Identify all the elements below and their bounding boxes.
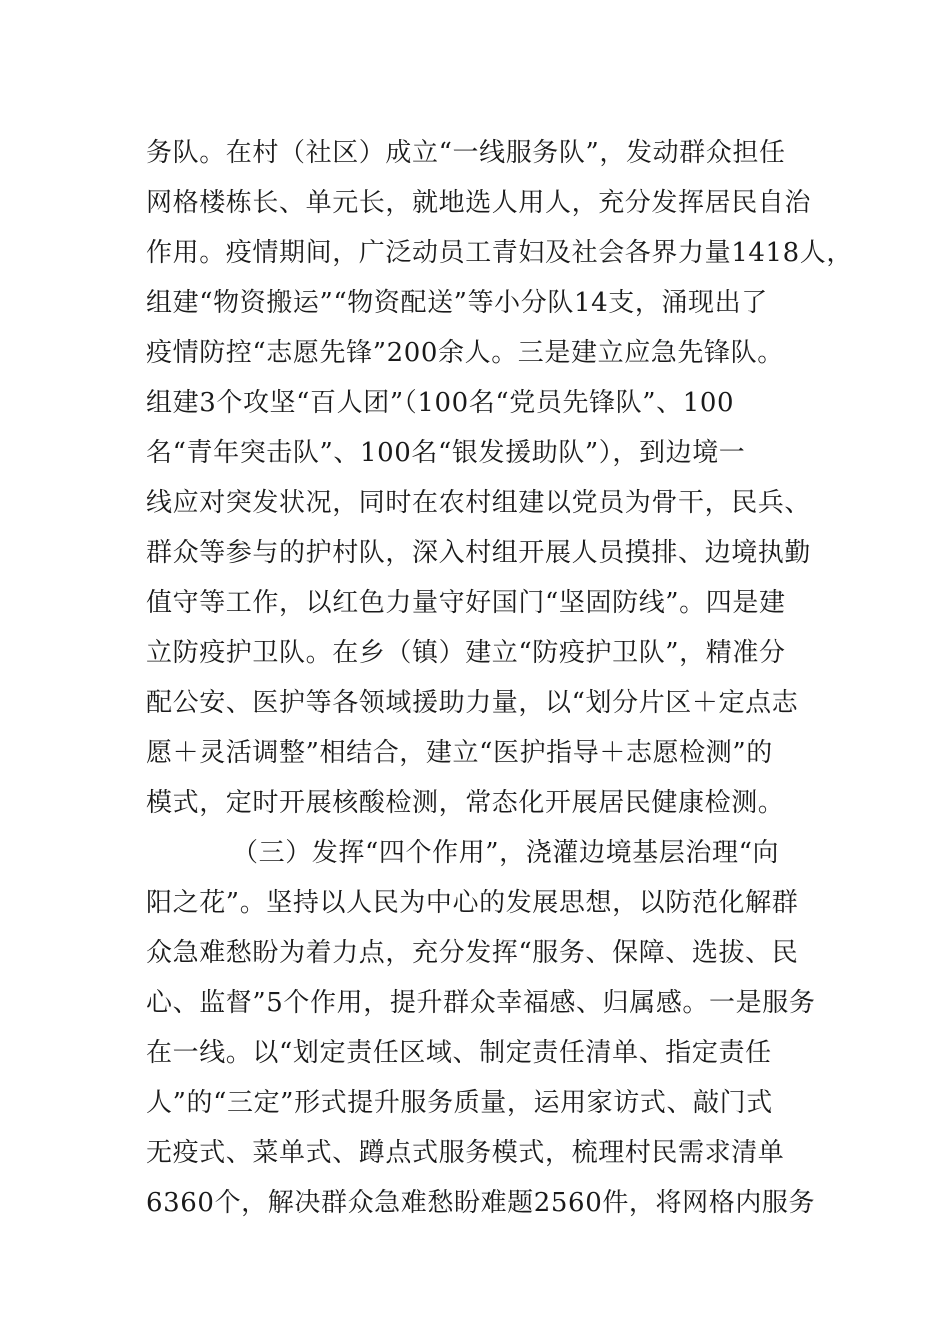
text-line-3: 作用。疫情期间，广泛动员工青妇及社会各界力量1418人， bbox=[146, 238, 853, 268]
section-heading-line: （三）发挥“四个作用”，浇灌边境基层治理“向 bbox=[232, 838, 780, 868]
text-line-21: 无疫式、菜单式、蹲点式服务模式，梳理村民需求清单 bbox=[146, 1138, 785, 1168]
text-line-17: 众急难愁盼为着力点，充分发挥“服务、保障、选拔、民 bbox=[146, 938, 799, 968]
text-line-7: 名“青年突击队”、100名“银发援助队”），到边境一 bbox=[146, 438, 746, 468]
text-line-5: 疫情防控“志愿先锋”200余人。三是建立应急先锋队。 bbox=[146, 338, 784, 368]
text-line-16: 阳之花”。坚持以人民为中心的发展思想，以防范化解群 bbox=[146, 888, 799, 918]
text-line-19: 在一线。以“划定责任区域、制定责任清单、指定责任 bbox=[146, 1038, 772, 1068]
text-line-13: 愿＋灵活调整”相结合，建立“医护指导＋志愿检测”的 bbox=[146, 738, 773, 768]
text-line-11: 立防疫护卫队。在乡（镇）建立“防疫护卫队”，精准分 bbox=[146, 638, 786, 668]
text-line-18: 心、监督”5个作用，提升群众幸福感、归属感。一是服务 bbox=[146, 988, 816, 1018]
text-line-9: 群众等参与的护村队，深入村组开展人员摸排、边境执勤 bbox=[146, 538, 812, 568]
text-line-6: 组建3个攻坚“百人团”（100名“党员先锋队”、100 bbox=[146, 388, 735, 418]
text-line-2: 网格楼栋长、单元长，就地选人用人，充分发挥居民自治 bbox=[146, 188, 812, 218]
text-line-22: 6360个，解决群众急难愁盼难题2560件，将网格内服务 bbox=[146, 1188, 816, 1218]
text-line-10: 值守等工作，以红色力量守好国门“坚固防线”。四是建 bbox=[146, 588, 786, 618]
text-line-4: 组建“物资搬运”“物资配送”等小分队14支，涌现出了 bbox=[146, 288, 768, 318]
text-line-20: 人”的“三定”形式提升服务质量，运用家访式、敲门式 bbox=[146, 1088, 773, 1118]
text-line-12: 配公安、医护等各领域援助力量，以“划分片区＋定点志 bbox=[146, 688, 799, 718]
text-line-14: 模式，定时开展核酸检测，常态化开展居民健康检测。 bbox=[146, 788, 785, 818]
text-line-1: 务队。在村（社区）成立“一线服务队”，发动群众担任 bbox=[146, 138, 786, 168]
text-line-8: 线应对突发状况，同时在农村组建以党员为骨干，民兵、 bbox=[146, 488, 812, 518]
